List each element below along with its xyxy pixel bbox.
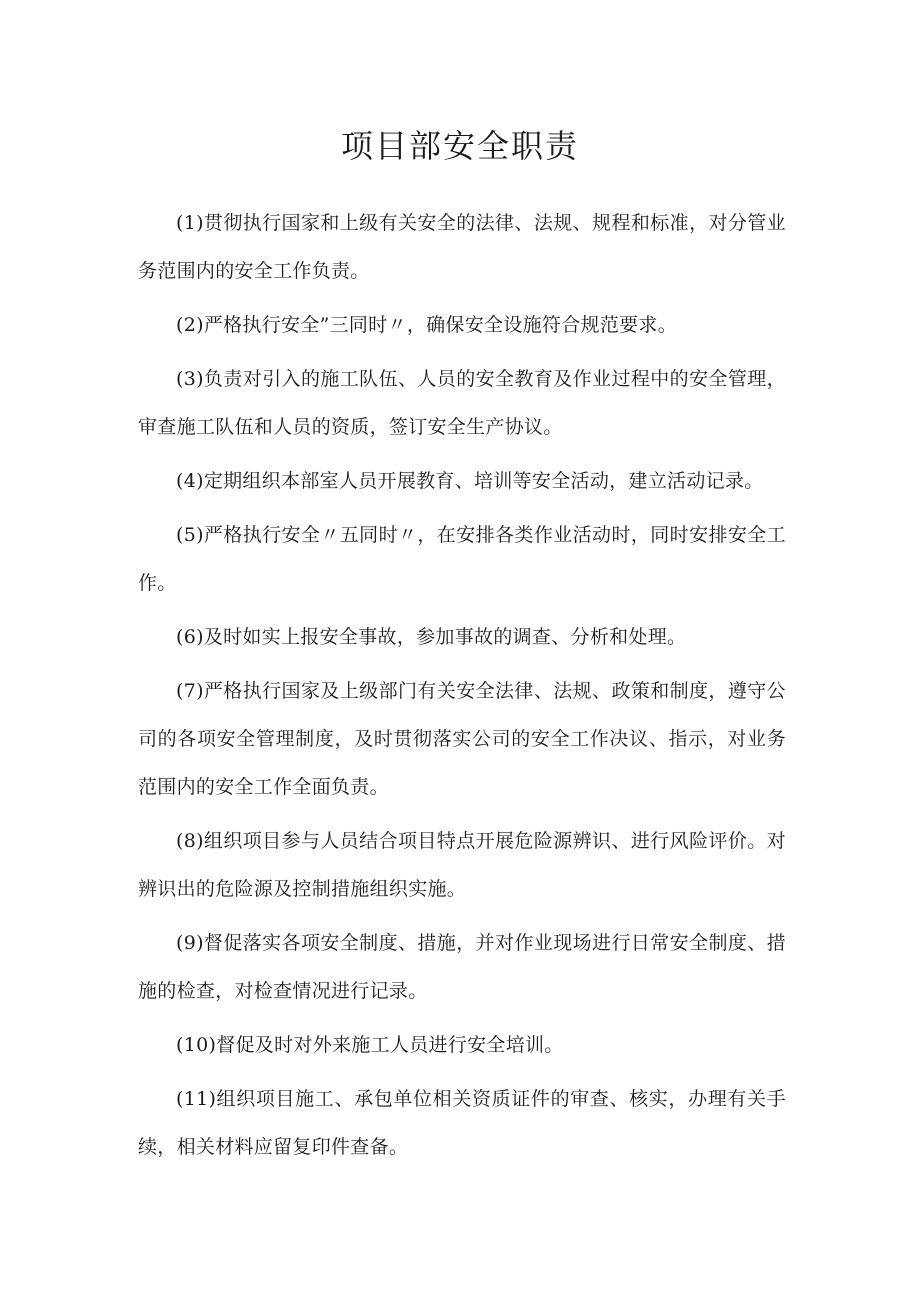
paragraph-9: (9)督促落实各项安全制度、措施，并对作业现场进行日常安全制度、措施的检查，对检查情况进行记录。: [138, 932, 786, 1002]
paragraph-3: (3)负责对引入的施工队伍、人员的安全教育及作业过程中的安全管理，审查施工队伍和人员的资质，签订安全生产协议。: [138, 368, 786, 438]
paragraph-11: (11)组织项目施工、承包单位相关资质证件的审查、核实，办理有关手续，相关材料应留复印件查备。: [138, 1088, 786, 1158]
paragraph-2: (2)严格执行安全”三同时〃，确保安全设施符合规范要求。: [176, 314, 678, 336]
document-body: [138, 199, 786, 1177]
paragraph-8: (8)组织项目参与人员结合项目特点开展危险源辨识、进行风险评价。对辨识出的危险源及控制措施组织实施。: [138, 830, 786, 900]
paragraph-7: (7)严格执行国家及上级部门有关安全法律、法规、政策和制度，遵守公司的各项安全管理制度，及时贯彻落实公司的安全工作决议、指示，对业务范围内的安全工作全面负责。: [138, 680, 786, 798]
page-title: 项目部安全职责: [340, 127, 579, 165]
paragraph-10: (10)督促及时对外来施工人员进行安全培训。: [176, 1034, 564, 1056]
paragraph-5: (5)严格执行安全〃五同时〃，在安排各类作业活动时，同时安排安全工作。: [138, 524, 786, 594]
paragraph-6: (6)及时如实上报安全事故，参加事故的调查、分析和处理。: [176, 626, 687, 648]
paragraph-1: (1)贯彻执行国家和上级有关安全的法律、法规、规程和标准，对分管业务范围内的安全工作负责。: [138, 212, 786, 282]
paragraph-4: (4)定期组织本部室人员开展教育、培训等安全活动，建立活动记录。: [176, 470, 764, 492]
